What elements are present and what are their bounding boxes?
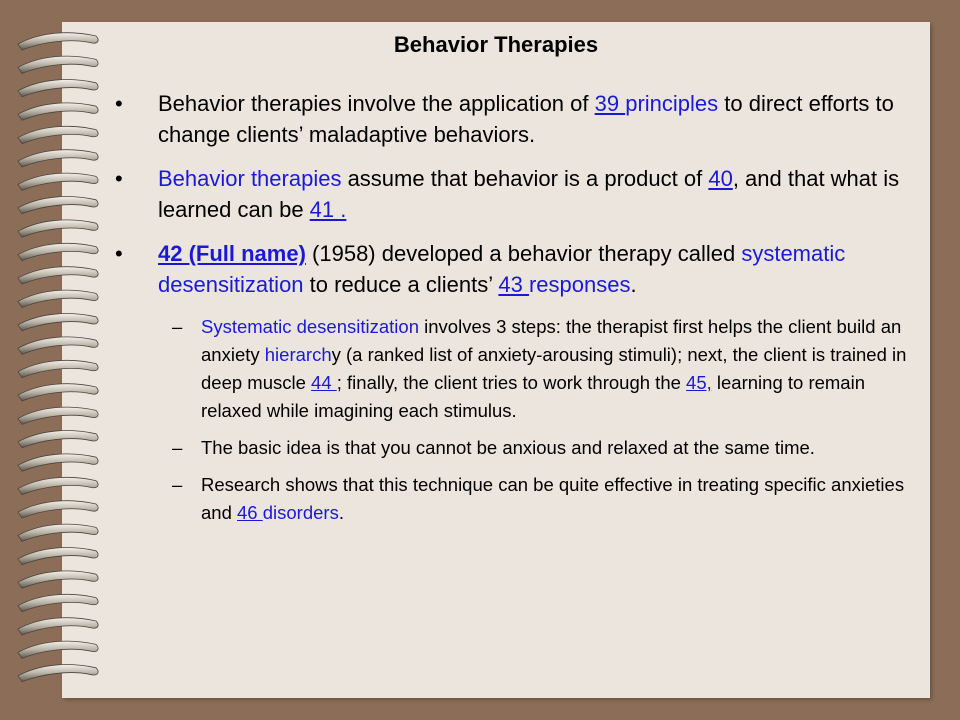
keyword-behavior-therapies: Behavior therapies <box>158 166 342 191</box>
bullet-text: Behavior therapies involve the application of <box>158 91 595 116</box>
spiral-ring <box>18 290 98 307</box>
bullet-item <box>115 88 925 150</box>
blank-41: 41 . <box>309 197 347 222</box>
spiral-ring <box>18 243 98 260</box>
blank-45: 45, <box>686 372 712 393</box>
spiral-ring <box>18 173 98 190</box>
bullet-text: assume that behavior is a product of <box>341 166 709 191</box>
spiral-ring <box>18 220 98 237</box>
spiral-ring <box>18 360 98 377</box>
slide-content <box>115 88 925 536</box>
spiral-ring <box>18 337 98 354</box>
sub-bullet-marker: – <box>172 316 183 337</box>
bullet-marker: • <box>115 241 123 266</box>
spiral-ring <box>18 477 98 494</box>
spiral-ring <box>18 56 98 73</box>
spiral-ring <box>18 103 98 120</box>
sub-bullet-item <box>172 434 925 462</box>
sub-bullet-item <box>172 471 925 527</box>
bullet-marker: • <box>115 166 123 191</box>
spiral-ring <box>18 407 98 424</box>
sub-bullet-item <box>172 313 925 425</box>
blank-46: 46 <box>237 502 263 523</box>
blank-43: 43 <box>498 272 529 297</box>
spiral-ring <box>18 571 98 588</box>
bullet-item <box>115 163 925 225</box>
sub-bullet-text: The basic idea is that you cannot be anxious and relaxed at the same time. <box>201 437 815 458</box>
spiral-ring <box>18 454 98 471</box>
spiral-binding-icon <box>0 0 110 720</box>
spiral-ring <box>18 197 98 214</box>
sub-bullet-text: involves 3 steps: the therapist first helps the client build an anxiety <box>201 316 902 365</box>
slide-title: Behavior Therapies <box>393 32 599 57</box>
keyword-disorders: disorders <box>262 502 339 523</box>
spiral-ring <box>18 618 98 635</box>
bullet-text: (1958) developed a behavior therapy called <box>305 241 742 266</box>
spiral-ring <box>18 267 98 284</box>
spiral-ring <box>18 384 98 401</box>
blank-40: 40 <box>708 166 733 191</box>
bullet-text: to direct efforts to change clients’ maladaptive behaviors. <box>158 91 894 147</box>
sub-bullet-marker: – <box>172 437 183 458</box>
spiral-ring <box>18 431 98 448</box>
sub-bullet-text: ; finally, the client tries to work through the <box>336 372 687 393</box>
spiral-ring <box>18 594 98 611</box>
keyword-systematic-desensitization: systematic desensitization <box>158 241 846 297</box>
bullet-text: . <box>630 272 637 297</box>
sub-bullet-marker: – <box>172 474 183 495</box>
keyword-systematic-desensitization: Systematic desensitization <box>201 316 419 337</box>
bullet-text: to reduce a clients’ <box>303 272 499 297</box>
sub-bullet-text: learning to remain relaxed while imagining each stimulus. <box>201 372 865 421</box>
sub-bullet-text: Research shows that this technique can be quite effective in treating specific anxieties and <box>201 474 905 523</box>
spiral-ring <box>18 524 98 541</box>
blank-44: 44 <box>311 372 337 393</box>
spiral-ring <box>18 501 98 518</box>
spiral-ring <box>18 126 98 143</box>
spiral-ring <box>18 150 98 167</box>
bullet-item <box>115 238 925 300</box>
keyword-principles: principles <box>625 91 719 116</box>
keyword-responses: responses <box>528 272 631 297</box>
bullet-marker: • <box>115 91 123 116</box>
keyword-hierarchy: hierarch <box>264 344 332 365</box>
spiral-ring <box>18 80 98 97</box>
spiral-ring <box>18 548 98 565</box>
bullet-text: , and that what is learned can be <box>158 166 900 222</box>
blank-42: 42 (Full name) <box>158 241 306 266</box>
spiral-ring <box>18 314 98 331</box>
blank-39: 39 <box>594 91 626 116</box>
sub-bullet-text: y (a ranked list of anxiety-arousing stimuli); next, the client is trained in deep muscle <box>201 344 907 393</box>
sub-bullet-text: . <box>338 502 344 523</box>
spiral-ring <box>18 641 98 658</box>
spiral-ring <box>18 665 98 682</box>
